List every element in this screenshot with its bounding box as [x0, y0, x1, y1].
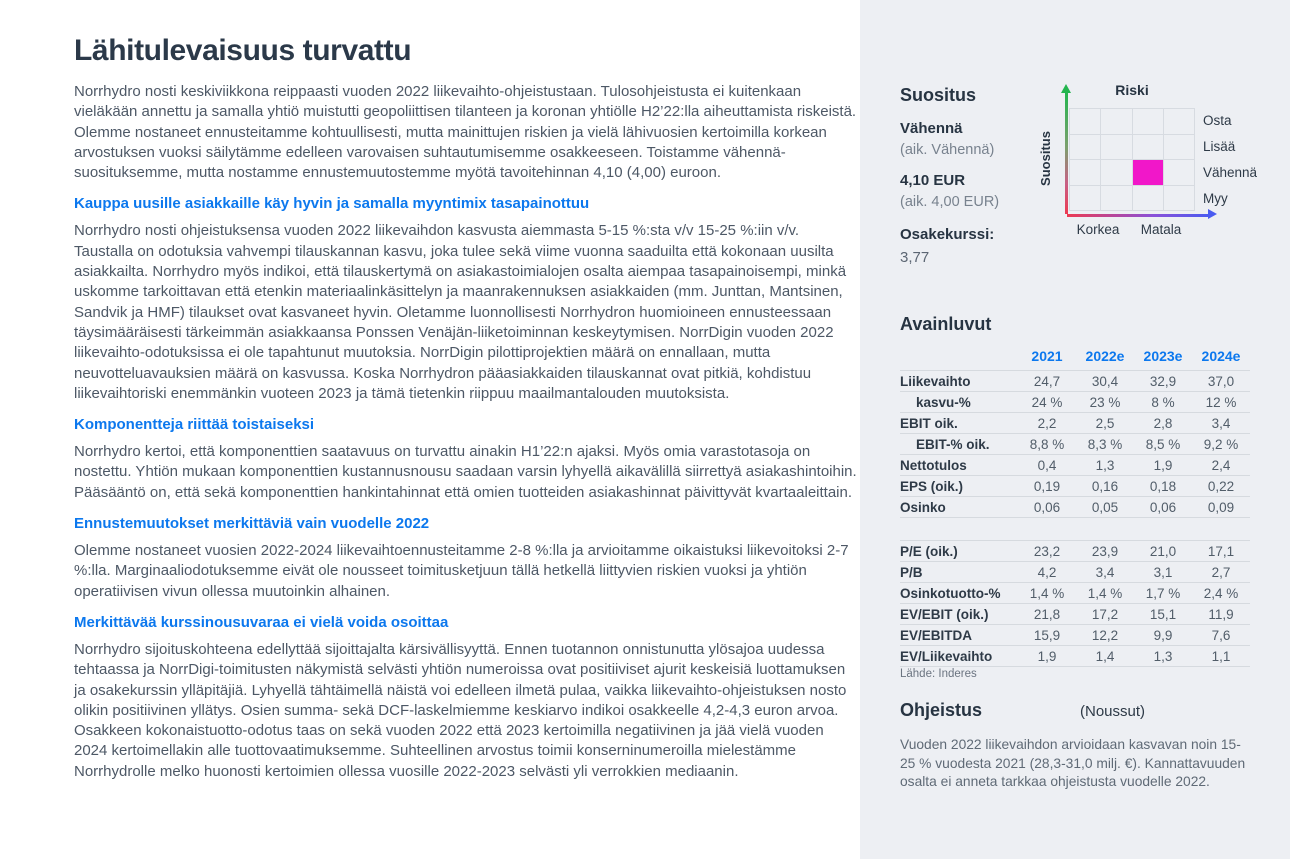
guidance-body: Vuoden 2022 liikevaihdon arvioidaan kasvavan noin 15-25 % vuodesta 2021 (28,3-31,0 milj. €). Kannattavuuden osalta ei anneta tarkkaa ohjeistusta vuodelle 2022. — [900, 737, 1246, 790]
summary-sidebar — [860, 0, 1290, 859]
row-value: 2,7 — [1192, 562, 1250, 583]
table-row — [900, 413, 1250, 434]
risk-matrix-row-label-myy: Myy — [1203, 191, 1228, 206]
row-value: 11,9 — [1192, 604, 1250, 625]
share-price-label: Osakekurssi: — [900, 226, 995, 243]
risk-matrix-cell — [1100, 109, 1131, 135]
row-value: 24 % — [1018, 392, 1076, 413]
row-value: 2,4 — [1192, 455, 1250, 476]
table-row — [900, 455, 1250, 476]
row-value: 24,7 — [1018, 371, 1076, 392]
table-row — [900, 371, 1250, 392]
risk-matrix-cell — [1132, 186, 1163, 212]
row-value: 1,3 — [1134, 646, 1192, 667]
section-heading-2: Komponentteja riittää toistaiseksi — [74, 416, 315, 434]
row-value: 8,3 % — [1076, 434, 1134, 455]
risk-matrix-cell — [1163, 186, 1194, 212]
table-row — [900, 497, 1250, 518]
arrow-up-icon — [1061, 84, 1071, 93]
row-value: 37,0 — [1192, 371, 1250, 392]
key-figures-table-top — [900, 345, 1250, 518]
arrow-right-icon — [1208, 209, 1217, 219]
risk-matrix-y-axis — [1065, 92, 1068, 214]
risk-matrix-title: Riski — [1115, 82, 1149, 98]
row-label: Osinko — [900, 497, 1018, 518]
row-value: 0,06 — [1018, 497, 1076, 518]
risk-matrix-x-axis — [1067, 214, 1210, 217]
risk-matrix-row-label-vahenna: Vähennä — [1203, 165, 1258, 180]
row-value: 2,2 — [1018, 413, 1076, 434]
row-value: 3,1 — [1134, 562, 1192, 583]
risk-matrix-active-cell — [1132, 160, 1163, 186]
row-value: 21,8 — [1018, 604, 1076, 625]
risk-matrix — [1028, 82, 1290, 247]
row-value: 21,0 — [1134, 541, 1192, 562]
row-value: 1,9 — [1018, 646, 1076, 667]
row-label: Osinkotuotto-% — [900, 583, 1018, 604]
section-heading-3: Ennustemuutokset merkittäviä vain vuodelle 2022 — [74, 515, 430, 533]
column-header-2024e: 2024e — [1192, 345, 1250, 371]
table-row — [900, 604, 1250, 625]
risk-matrix-cell — [1100, 160, 1131, 186]
row-value: 0,09 — [1192, 497, 1250, 518]
risk-matrix-cell — [1069, 160, 1100, 186]
article-sections — [74, 195, 856, 782]
row-value: 1,4 % — [1076, 583, 1134, 604]
target-price-previous: (aik. 4,00 EUR) — [900, 194, 1000, 210]
row-value: 2,4 % — [1192, 583, 1250, 604]
row-value: 23,2 — [1018, 541, 1076, 562]
row-label: kasvu-% — [900, 392, 1018, 413]
row-label: P/B — [900, 562, 1018, 583]
column-header-2023e: 2023e — [1134, 345, 1192, 371]
recommendation-rating: Vähennä — [900, 120, 963, 137]
row-value: 15,1 — [1134, 604, 1192, 625]
risk-matrix-cell — [1163, 135, 1194, 161]
page-title: Lähitulevaisuus turvattu — [74, 34, 412, 67]
row-label: Nettotulos — [900, 455, 1018, 476]
section-paragraph-1: Norrhydro nosti ohjeistuksensa vuoden 2022 liikevaihdon kasvusta aiemmasta 5-15 %:sta v/v 15-25 %:iin v/v. Taustalla on odotuksia vahvempi tilauskannan kasvu, joka tulee sekä viime vuonna saaduilta että kokonaan uusilta asiakkailta. Norrhydro myös indikoi, että tilauskertymä on asiakastoimialojen osalta aiempaa tasapainoisempi, minkä uskomme tarkoittavan että etenkin materiaalinkäsittelyn ja maanrakennuksen asiakkaiden (mm. Junttan, Mantsinen, Sandvik ja HMF) tilaukset ovat kasvaneet hyvin. Oletamme luonnollisesti Norrhydron huomioineen ennusteessaan täysimääräisesti tärkeimmän asiakkaansa Ponssen Venäjän-liiketoiminnan keskeytymisen. NorrDigin vuoden 2022 liikevaihto-odotuksissa ei ole tapahtunut muutoksia. NorrDigin pilottiprojektien määrä on ennallaan, mutta neuvotteluavauksien määrä on kasvussa. Koska Norrhydron pääasiakkaiden tilauskannat ovat pitkiä, kohdistuu liikevaihtoriski enemmänkin vuoteen 2023 ja tämä tietenkin riippuu maailmantalouden muutoksista. — [74, 222, 847, 402]
row-label: EBIT-% oik. — [900, 434, 1018, 455]
row-value: 0,19 — [1018, 476, 1076, 497]
column-header-2021: 2021 — [1018, 345, 1076, 371]
source-note: Lähde: Inderes — [900, 668, 977, 680]
column-header-2022e: 2022e — [1076, 345, 1134, 371]
row-value: 3,4 — [1076, 562, 1134, 583]
recommendation-rating-previous: (aik. Vähennä) — [900, 142, 995, 158]
target-price: 4,10 EUR — [900, 172, 966, 189]
row-value: 1,9 — [1134, 455, 1192, 476]
row-value: 8,8 % — [1018, 434, 1076, 455]
risk-matrix-cell — [1132, 135, 1163, 161]
row-value: 1,7 % — [1134, 583, 1192, 604]
row-label: EBIT oik. — [900, 413, 1018, 434]
key-figures-heading: Avainluvut — [900, 314, 992, 334]
row-value: 8,5 % — [1134, 434, 1192, 455]
row-value: 9,2 % — [1192, 434, 1250, 455]
row-value: 0,06 — [1134, 497, 1192, 518]
table-row — [900, 562, 1250, 583]
row-label: EV/EBIT (oik.) — [900, 604, 1018, 625]
row-label: Liikevaihto — [900, 371, 1018, 392]
risk-matrix-cell — [1100, 135, 1131, 161]
table-row — [900, 434, 1250, 455]
table-row — [900, 646, 1250, 667]
row-label: EV/Liikevaihto — [900, 646, 1018, 667]
table-row — [900, 583, 1250, 604]
guidance-heading: Ohjeistus — [900, 700, 983, 720]
risk-matrix-cell — [1163, 160, 1194, 186]
row-value: 30,4 — [1076, 371, 1134, 392]
risk-matrix-cell — [1069, 186, 1100, 212]
risk-matrix-col-label-korkea: Korkea — [1076, 222, 1120, 237]
section-heading-1: Kauppa uusille asiakkaille käy hyvin ja samalla myyntimix tasapainottuu — [74, 195, 590, 213]
row-value: 1,3 — [1076, 455, 1134, 476]
row-value: 1,4 % — [1018, 583, 1076, 604]
intro-paragraph: Norrhydro nosti keskiviikkona reippaasti vuoden 2022 liikevaihto-ohjeistustaan. Tulosohjeistusta ei kuitenkaan vieläkään annettu ja samalla yhtiö muistutti geopoliittisen tilanteen ja koronan yhtiölle H2’22:lla aiheuttamista riskeistä. Olemme nostaneet ennusteitamme kohtuullisesti, mutta mainittujen riskien ja vielä lähivuosien kertoimilla korkean arvostuksen vuoksi säilytämme edelleen varovaisen suhtautumisemme osakkeeseen. Toistamme vähennä-suosituksemme, mutta nostamme ennustemuutostemme myötä tavoitehinnan 4,10 (4,00) euroon. — [74, 83, 857, 182]
table-row — [900, 625, 1250, 646]
share-price-value: 3,77 — [900, 249, 930, 266]
table-row — [900, 392, 1250, 413]
risk-matrix-cell — [1132, 109, 1163, 135]
section-heading-4: Merkittävää kurssinousuvaraa ei vielä voida osoittaa — [74, 613, 449, 631]
row-value: 4,2 — [1018, 562, 1076, 583]
row-value: 12,2 — [1076, 625, 1134, 646]
table-row — [900, 476, 1250, 497]
risk-matrix-row-label-lisaa: Lisää — [1203, 139, 1236, 154]
section-paragraph-3: Olemme nostaneet vuosien 2022-2024 liikevaihtoennusteitamme 2-8 %:lla ja arvioitamme oikaistuksi liikevoitoksi 2-7 %:lla. Marginaaliodotuksemme eivät ole nousseet toimitusketjuun tällä hetkellä liittyvien riskien vuoksi ja yhtiön operatiivisen vivun ollessa muutoinkin alhainen. — [74, 542, 849, 600]
row-value: 23,9 — [1076, 541, 1134, 562]
section-paragraph-4: Norrhydro sijoituskohteena edellyttää sijoittajalta kärsivällisyyttä. Ennen tuotannon onnistunutta ylösajoa uudessa tehtaassa ja NorrDigi-toimitusten näkymistä selvästi yhtiön numeroissa ovat positiiviset ajurit keskeisiä luottamuksen ja osakekurssin ylläpitäjiä. Lyhyellä tähtäimellä näistä voi edelleen ilmetä pulaa, vaikka liikevaihto-ohjeistuksen nosto olikin positiivinen yllätys. Osien summa- sekä DCF-laskelmiemme keskiarvo indikoi osakkeelle 4,2-4,3 euron arvoa. Osakkeen kokonaistuotto-odotus taas on sekä vuoden 2022 että 2023 kertoimilla negatiivinen ja jää vielä vuoden 2024 kertoimellakin alle tuottovaatimuksemme. Suhteellinen arvostus toimii konserninumeroilla mielestämme Norrhydrolle melko huonosti kertoimien ollessa vuosille 2022-2023 selvästi yli verrokkien mediaanin. — [74, 640, 847, 780]
section-paragraph-2: Norrhydro kertoi, että komponenttien saatavuus on turvattu ainakin H1’22:n ajaksi. Myös omia varastotasoja on nostettu. Yhtiön mukaan komponenttien kustannusnousu saadaan varsin lyhyellä aikavälillä siirrettyä asiakashintoihin. Pääsääntö on, että sekä komponenttien hankintahinnat että omien tuotteiden asiakashinnat päivittyvät kvartaaleittain. — [74, 443, 857, 501]
guidance-status: (Noussut) — [1080, 703, 1146, 720]
row-value: 15,9 — [1018, 625, 1076, 646]
risk-matrix-y-axis-label: Suositus — [1038, 131, 1053, 186]
risk-matrix-col-label-matala: Matala — [1140, 222, 1182, 237]
row-value: 3,4 — [1192, 413, 1250, 434]
risk-matrix-grid — [1069, 108, 1195, 211]
row-value: 0,18 — [1134, 476, 1192, 497]
row-label: P/E (oik.) — [900, 541, 1018, 562]
risk-matrix-row-label-osta: Osta — [1203, 113, 1232, 128]
row-value: 0,05 — [1076, 497, 1134, 518]
row-value: 2,5 — [1076, 413, 1134, 434]
row-value: 7,6 — [1192, 625, 1250, 646]
table-row — [900, 541, 1250, 562]
row-value: 23 % — [1076, 392, 1134, 413]
row-value: 17,1 — [1192, 541, 1250, 562]
key-figures-header-row — [900, 345, 1250, 371]
risk-matrix-cell — [1069, 135, 1100, 161]
row-value: 0,22 — [1192, 476, 1250, 497]
row-value: 1,1 — [1192, 646, 1250, 667]
row-value: 9,9 — [1134, 625, 1192, 646]
row-value: 8 % — [1134, 392, 1192, 413]
row-value: 0,4 — [1018, 455, 1076, 476]
risk-matrix-cell — [1100, 186, 1131, 212]
row-value: 2,8 — [1134, 413, 1192, 434]
row-label: EPS (oik.) — [900, 476, 1018, 497]
row-label: EV/EBITDA — [900, 625, 1018, 646]
row-value: 17,2 — [1076, 604, 1134, 625]
row-value: 0,16 — [1076, 476, 1134, 497]
key-figures-table-bottom — [900, 540, 1250, 667]
row-value: 1,4 — [1076, 646, 1134, 667]
risk-matrix-cell — [1163, 109, 1194, 135]
row-value: 12 % — [1192, 392, 1250, 413]
recommendation-heading: Suositus — [900, 85, 977, 105]
row-value: 32,9 — [1134, 371, 1192, 392]
risk-matrix-cell — [1069, 109, 1100, 135]
